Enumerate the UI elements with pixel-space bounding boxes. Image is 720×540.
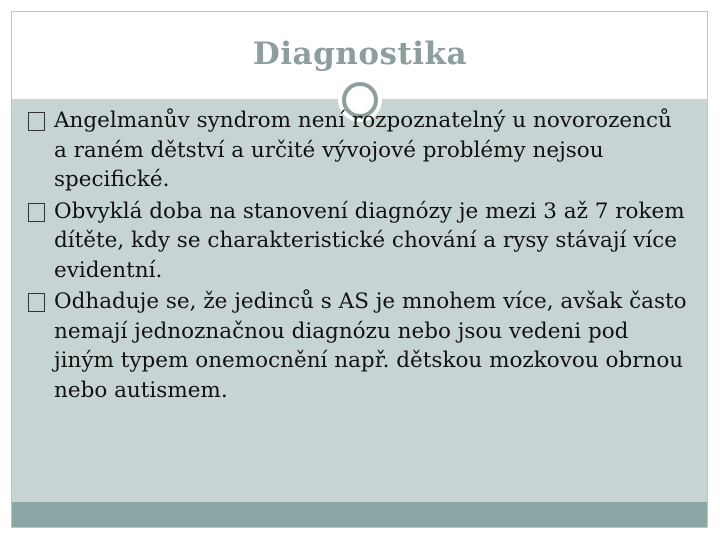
bullet-text-3: Odhaduje se, že jedinců s AS je mnohem více, avšak často nemají jednoznačnou diagnózu nebo jsou vedeni pod jiným typem onemocnění např. dětskou mozkovou obrnou nebo autismem. xyxy=(54,289,687,403)
square-bullet-icon xyxy=(28,112,45,131)
bullet-item-2 xyxy=(28,197,688,286)
bullet-item-3 xyxy=(28,287,688,405)
bullet-text-1: Angelmanův syndrom není rozpoznatelný u novorozenců a raném dětství a určité vývojové problémy nejsou specifické. xyxy=(54,108,672,192)
bullet-text-2: Obvyklá doba na stanovení diagnózy je mezi 3 až 7 rokem dítěte, kdy se charakteristické chování a rysy stávají více evidentní. xyxy=(54,198,685,283)
slide-title: Diagnostika xyxy=(252,36,468,72)
footer-bar xyxy=(12,502,707,527)
square-bullet-icon xyxy=(28,203,45,222)
bullet-list xyxy=(28,106,688,407)
bullet-item-1 xyxy=(28,106,688,195)
square-bullet-icon xyxy=(28,293,45,312)
